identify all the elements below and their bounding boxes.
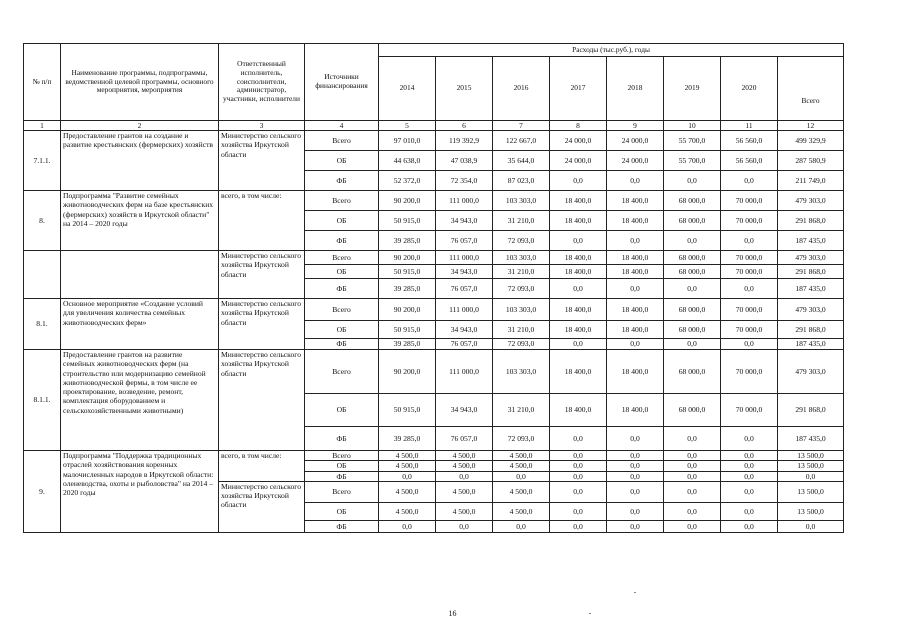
row-year-value: 24 000,0 — [550, 151, 607, 171]
header-responsible: Ответственный исполнитель, соисполнители, администратор, участники, исполнители — [219, 44, 305, 121]
header-year: 2015 — [436, 57, 493, 121]
row-total-value: 479 303,0 — [778, 251, 844, 265]
row-year-value: 4 500,0 — [493, 481, 550, 502]
row-year-value: 0,0 — [607, 451, 664, 461]
row-name: Подпрограмма "Поддержка традиционных отраслей хозяйствования коренных малочисленных народов в Иркутской области: оленеводства, охоты и рыболовства" на 2014 – 2020 годы — [61, 451, 219, 533]
row-number: 8. — [24, 191, 61, 251]
row-year-value: 18 400,0 — [607, 350, 664, 394]
document-sheet — [23, 43, 844, 533]
row-year-value: 4 500,0 — [379, 502, 436, 520]
row-year-value: 0,0 — [607, 502, 664, 520]
row-year-value: 18 400,0 — [607, 321, 664, 339]
row-source: ФБ — [305, 339, 379, 350]
row-year-value: 76 057,0 — [436, 339, 493, 350]
row-source: Всего — [305, 481, 379, 502]
row-year-value: 111 000,0 — [436, 251, 493, 265]
row-total-value: 291 868,0 — [778, 321, 844, 339]
row-source: ФБ — [305, 231, 379, 251]
row-year-value: 76 057,0 — [436, 231, 493, 251]
row-year-value: 0,0 — [721, 171, 778, 191]
row-year-value: 103 303,0 — [493, 350, 550, 394]
table-row — [24, 299, 844, 321]
row-year-value: 18 400,0 — [550, 321, 607, 339]
row-year-value: 0,0 — [664, 171, 721, 191]
row-year-value: 18 400,0 — [607, 191, 664, 211]
row-year-value: 50 915,0 — [379, 211, 436, 231]
row-year-value: 0,0 — [436, 520, 493, 532]
row-source: Всего — [305, 251, 379, 265]
row-total-value: 479 303,0 — [778, 191, 844, 211]
row-year-value: 111 000,0 — [436, 191, 493, 211]
row-number — [24, 251, 61, 299]
row-year-value: 0,0 — [607, 279, 664, 299]
row-source: ФБ — [305, 279, 379, 299]
row-year-value: 18 400,0 — [550, 251, 607, 265]
column-number-row — [24, 121, 844, 131]
row-year-value: 90 200,0 — [379, 191, 436, 211]
column-number: 10 — [664, 121, 721, 131]
row-name: Основное мероприятие «Создание условий для увеличения количества семейных животноводческих ферм» — [61, 299, 219, 350]
row-year-value: 18 400,0 — [607, 211, 664, 231]
row-year-value: 44 638,0 — [379, 151, 436, 171]
table-row — [24, 350, 844, 394]
row-year-value: 0,0 — [607, 461, 664, 471]
row-year-value: 68 000,0 — [664, 251, 721, 265]
row-year-value: 0,0 — [493, 471, 550, 481]
row-year-value: 4 500,0 — [379, 481, 436, 502]
row-number: 8.1. — [24, 299, 61, 350]
row-year-value: 0,0 — [607, 339, 664, 350]
row-total-value: 187 435,0 — [778, 279, 844, 299]
row-year-value: 90 200,0 — [379, 299, 436, 321]
row-year-value: 70 000,0 — [721, 211, 778, 231]
row-year-value: 0,0 — [721, 451, 778, 461]
row-year-value: 0,0 — [664, 461, 721, 471]
row-year-value: 4 500,0 — [379, 461, 436, 471]
row-total-value: 479 303,0 — [778, 299, 844, 321]
row-responsible: Министерство сельского хозяйства Иркутской области — [219, 299, 305, 350]
row-year-value: 0,0 — [607, 171, 664, 191]
row-total-value: 187 435,0 — [778, 339, 844, 350]
column-number: 7 — [493, 121, 550, 131]
row-total-value: 499 329,9 — [778, 131, 844, 151]
row-total-value: 187 435,0 — [778, 427, 844, 451]
header-expenses: Расходы (тыс.руб.), годы — [379, 44, 844, 57]
row-year-value: 0,0 — [607, 471, 664, 481]
row-year-value: 18 400,0 — [607, 394, 664, 427]
row-year-value: 18 400,0 — [550, 265, 607, 279]
row-year-value: 72 354,0 — [436, 171, 493, 191]
row-year-value: 50 915,0 — [379, 394, 436, 427]
row-year-value: 0,0 — [721, 427, 778, 451]
row-year-value: 70 000,0 — [721, 394, 778, 427]
table-row — [24, 251, 844, 265]
row-number: 9. — [24, 451, 61, 533]
row-year-value: 0,0 — [550, 279, 607, 299]
column-number: 11 — [721, 121, 778, 131]
row-year-value: 0,0 — [550, 481, 607, 502]
row-year-value: 111 000,0 — [436, 299, 493, 321]
row-source: ОБ — [305, 211, 379, 231]
row-year-value: 0,0 — [721, 461, 778, 471]
row-year-value: 24 000,0 — [550, 131, 607, 151]
row-source: ФБ — [305, 427, 379, 451]
row-year-value: 0,0 — [550, 520, 607, 532]
row-source: Всего — [305, 350, 379, 394]
row-year-value: 18 400,0 — [607, 265, 664, 279]
row-number: 8.1.1. — [24, 350, 61, 451]
row-year-value: 0,0 — [664, 231, 721, 251]
row-year-value: 0,0 — [550, 451, 607, 461]
row-year-value: 122 667,0 — [493, 131, 550, 151]
row-year-value: 18 400,0 — [550, 394, 607, 427]
row-year-value: 103 303,0 — [493, 191, 550, 211]
row-total-value: 13 500,0 — [778, 502, 844, 520]
row-name: Предоставление грантов на создание и развитие крестьянских (фермерских) хозяйств — [61, 131, 219, 191]
row-year-value: 0,0 — [550, 502, 607, 520]
row-year-value: 68 000,0 — [664, 394, 721, 427]
row-year-value: 0,0 — [550, 461, 607, 471]
row-year-value: 24 000,0 — [607, 131, 664, 151]
row-year-value: 0,0 — [607, 481, 664, 502]
row-year-value: 0,0 — [664, 520, 721, 532]
row-total-value: 13 500,0 — [778, 461, 844, 471]
row-name — [61, 251, 219, 299]
column-number: 9 — [607, 121, 664, 131]
row-year-value: 0,0 — [664, 279, 721, 299]
row-year-value: 0,0 — [721, 471, 778, 481]
row-source: Всего — [305, 299, 379, 321]
column-number: 1 — [24, 121, 61, 131]
row-year-value: 0,0 — [664, 339, 721, 350]
row-year-value: 39 285,0 — [379, 427, 436, 451]
row-year-value: 68 000,0 — [664, 350, 721, 394]
row-total-value: 291 868,0 — [778, 265, 844, 279]
row-year-value: 0,0 — [721, 502, 778, 520]
column-number: 12 — [778, 121, 844, 131]
row-responsible: всего, в том числе: — [219, 191, 305, 251]
row-year-value: 4 500,0 — [379, 451, 436, 461]
row-year-value: 0,0 — [664, 502, 721, 520]
row-source: ФБ — [305, 520, 379, 532]
row-year-value: 70 000,0 — [721, 321, 778, 339]
row-year-value: 50 915,0 — [379, 265, 436, 279]
column-number: 5 — [379, 121, 436, 131]
row-year-value: 97 010,0 — [379, 131, 436, 151]
row-source: Всего — [305, 191, 379, 211]
row-name: Предоставление грантов на развитие семейных животноводческих ферм (на строительство или модернизацию семейной животноводческой фермы, в том числе ее проектирование, возведение, ремонт, комплектация оборудованием и сельскохозяйственными животными) — [61, 350, 219, 451]
row-year-value: 68 000,0 — [664, 191, 721, 211]
row-source: ФБ — [305, 471, 379, 481]
scan-speck — [634, 592, 636, 593]
row-year-value: 34 943,0 — [436, 321, 493, 339]
row-year-value: 55 700,0 — [664, 151, 721, 171]
table-row — [24, 191, 844, 211]
row-year-value: 39 285,0 — [379, 339, 436, 350]
column-number: 3 — [219, 121, 305, 131]
row-year-value: 4 500,0 — [436, 461, 493, 471]
row-source: ОБ — [305, 321, 379, 339]
row-year-value: 39 285,0 — [379, 231, 436, 251]
row-year-value: 0,0 — [721, 279, 778, 299]
row-year-value: 18 400,0 — [607, 251, 664, 265]
column-number: 2 — [61, 121, 219, 131]
financing-table — [23, 43, 844, 533]
row-year-value: 70 000,0 — [721, 350, 778, 394]
row-year-value: 0,0 — [721, 339, 778, 350]
row-year-value: 0,0 — [607, 427, 664, 451]
row-year-value: 70 000,0 — [721, 299, 778, 321]
row-year-value: 47 038,9 — [436, 151, 493, 171]
header-year: 2014 — [379, 57, 436, 121]
row-year-value: 56 560,0 — [721, 151, 778, 171]
row-year-value: 103 303,0 — [493, 251, 550, 265]
row-source: ОБ — [305, 394, 379, 427]
header-row-top — [24, 44, 844, 57]
row-year-value: 0,0 — [607, 231, 664, 251]
row-year-value: 0,0 — [550, 231, 607, 251]
row-year-value: 0,0 — [436, 471, 493, 481]
row-year-value: 70 000,0 — [721, 265, 778, 279]
row-year-value: 18 400,0 — [550, 191, 607, 211]
row-year-value: 0,0 — [379, 520, 436, 532]
header-year: 2019 — [664, 57, 721, 121]
header-num: № п/п — [24, 44, 61, 121]
row-year-value: 52 372,0 — [379, 171, 436, 191]
row-year-value: 0,0 — [550, 471, 607, 481]
row-year-value: 0,0 — [607, 520, 664, 532]
row-year-value: 24 000,0 — [607, 151, 664, 171]
row-source: ОБ — [305, 461, 379, 471]
row-year-value: 72 093,0 — [493, 427, 550, 451]
row-total-value: 187 435,0 — [778, 231, 844, 251]
row-year-value: 0,0 — [664, 451, 721, 461]
row-source: ОБ — [305, 502, 379, 520]
column-number: 8 — [550, 121, 607, 131]
row-total-value: 13 500,0 — [778, 481, 844, 502]
row-year-value: 0,0 — [721, 231, 778, 251]
row-total-value: 291 868,0 — [778, 211, 844, 231]
row-source: Всего — [305, 131, 379, 151]
row-year-value: 103 303,0 — [493, 299, 550, 321]
row-year-value: 90 200,0 — [379, 251, 436, 265]
row-year-value: 0,0 — [664, 427, 721, 451]
row-year-value: 18 400,0 — [550, 350, 607, 394]
header-year: 2016 — [493, 57, 550, 121]
table-row — [24, 131, 844, 151]
row-responsible: Министерство сельского хозяйства Иркутской области — [219, 350, 305, 451]
row-year-value: 68 000,0 — [664, 299, 721, 321]
row-responsible: Министерство сельского хозяйства Иркутской области — [219, 131, 305, 191]
table-row — [24, 451, 844, 461]
row-year-value: 31 210,0 — [493, 265, 550, 279]
column-number: 6 — [436, 121, 493, 131]
row-name: Подпрограмма "Развитие семейных животноводческих ферм на базе крестьянских (фермерских) хозяйств в Иркутской области" на 2014 – 2020 годы — [61, 191, 219, 251]
row-responsible: Министерство сельского хозяйства Иркутской области — [219, 251, 305, 299]
row-year-value: 0,0 — [550, 427, 607, 451]
header-source: Источники финансирования — [305, 44, 379, 121]
header-total: Всего — [778, 57, 844, 121]
row-year-value: 70 000,0 — [721, 251, 778, 265]
row-year-value: 55 700,0 — [664, 131, 721, 151]
row-year-value: 0,0 — [493, 520, 550, 532]
row-total-value: 0,0 — [778, 471, 844, 481]
row-year-value: 4 500,0 — [493, 502, 550, 520]
row-responsible: всего, в том числе: — [219, 451, 305, 482]
row-year-value: 34 943,0 — [436, 211, 493, 231]
page-number: 16 — [448, 609, 457, 618]
column-number: 4 — [305, 121, 379, 131]
header-year: 2017 — [550, 57, 607, 121]
row-year-value: 34 943,0 — [436, 394, 493, 427]
row-source: ФБ — [305, 171, 379, 191]
row-year-value: 90 200,0 — [379, 350, 436, 394]
row-total-value: 211 749,0 — [778, 171, 844, 191]
row-year-value: 0,0 — [379, 471, 436, 481]
row-year-value: 87 023,0 — [493, 171, 550, 191]
row-year-value: 72 093,0 — [493, 231, 550, 251]
row-year-value: 68 000,0 — [664, 265, 721, 279]
row-total-value: 13 500,0 — [778, 451, 844, 461]
row-year-value: 72 093,0 — [493, 339, 550, 350]
row-year-value: 119 392,9 — [436, 131, 493, 151]
row-year-value: 34 943,0 — [436, 265, 493, 279]
row-total-value: 291 868,0 — [778, 394, 844, 427]
row-year-value: 0,0 — [721, 520, 778, 532]
row-year-value: 31 210,0 — [493, 321, 550, 339]
row-year-value: 18 400,0 — [550, 299, 607, 321]
row-year-value: 0,0 — [664, 471, 721, 481]
header-name: Наименование программы, подпрограммы, ведомственной целевой программы, основного мероприятия, мероприятия — [61, 44, 219, 121]
row-year-value: 70 000,0 — [721, 191, 778, 211]
row-year-value: 0,0 — [664, 481, 721, 502]
row-year-value: 4 500,0 — [493, 451, 550, 461]
row-year-value: 4 500,0 — [436, 451, 493, 461]
row-source: Всего — [305, 451, 379, 461]
row-year-value: 0,0 — [550, 171, 607, 191]
row-year-value: 4 500,0 — [436, 502, 493, 520]
row-year-value: 35 644,0 — [493, 151, 550, 171]
row-year-value: 0,0 — [550, 339, 607, 350]
row-year-value: 0,0 — [721, 481, 778, 502]
row-source: ОБ — [305, 265, 379, 279]
row-source: ОБ — [305, 151, 379, 171]
row-year-value: 4 500,0 — [436, 481, 493, 502]
row-total-value: 0,0 — [778, 520, 844, 532]
row-year-value: 50 915,0 — [379, 321, 436, 339]
row-responsible: Министерство сельского хозяйства Иркутской области — [219, 481, 305, 532]
row-year-value: 111 000,0 — [436, 350, 493, 394]
row-year-value: 68 000,0 — [664, 321, 721, 339]
row-year-value: 76 057,0 — [436, 279, 493, 299]
row-year-value: 76 057,0 — [436, 427, 493, 451]
header-year: 2020 — [721, 57, 778, 121]
row-total-value: 479 303,0 — [778, 350, 844, 394]
row-year-value: 4 500,0 — [493, 461, 550, 471]
row-year-value: 56 560,0 — [721, 131, 778, 151]
row-year-value: 72 093,0 — [493, 279, 550, 299]
row-year-value: 18 400,0 — [607, 299, 664, 321]
row-year-value: 68 000,0 — [664, 211, 721, 231]
header-year: 2018 — [607, 57, 664, 121]
row-year-value: 18 400,0 — [550, 211, 607, 231]
row-year-value: 31 210,0 — [493, 394, 550, 427]
row-number: 7.1.1. — [24, 131, 61, 191]
row-year-value: 39 285,0 — [379, 279, 436, 299]
row-year-value: 31 210,0 — [493, 211, 550, 231]
row-total-value: 287 580,9 — [778, 151, 844, 171]
